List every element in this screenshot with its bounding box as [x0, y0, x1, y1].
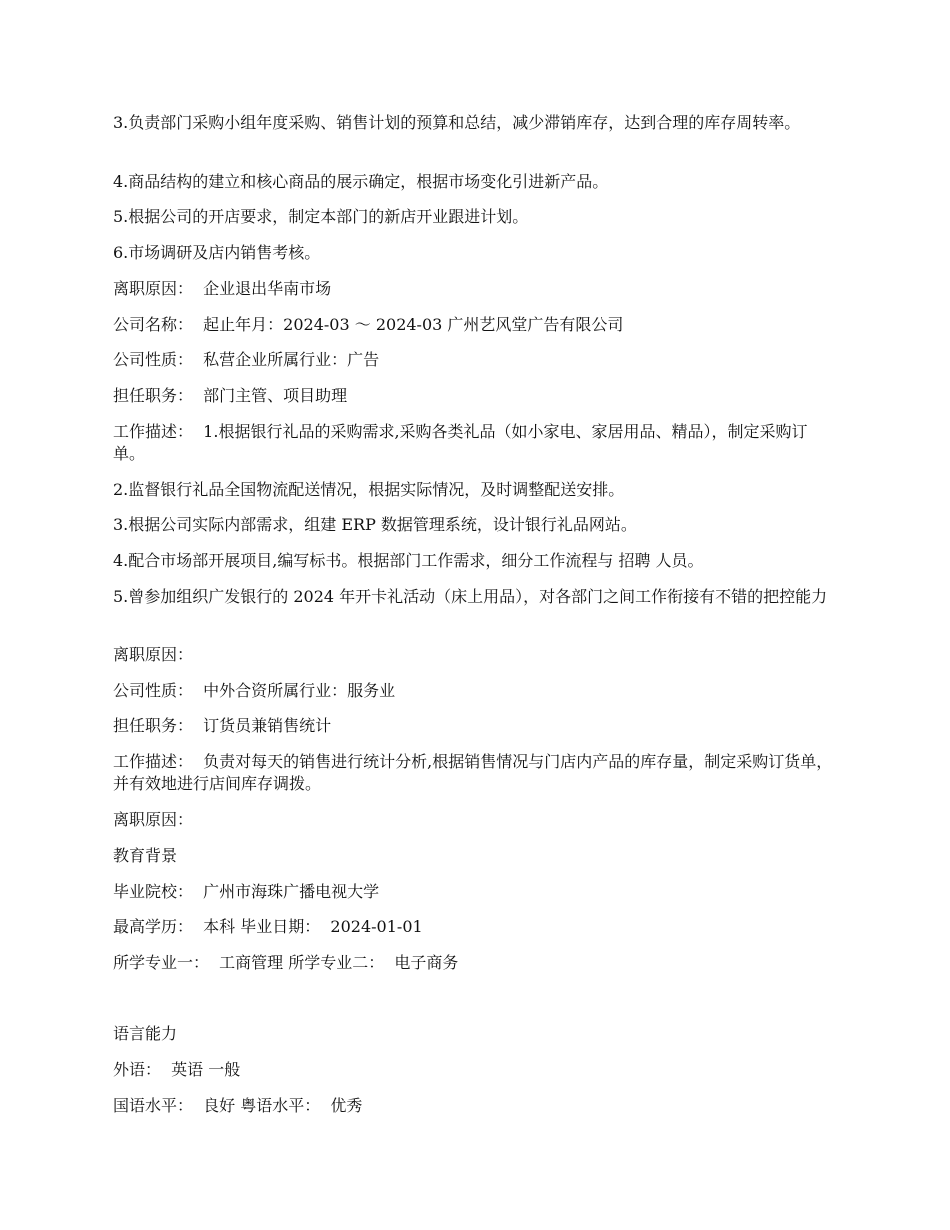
- duty-5-new-store-plan: 5.根据公司的开店要求，制定本部门的新店开业跟进计划。: [113, 207, 529, 226]
- position-3: 担任职务： 订货员兼销售统计: [113, 716, 332, 735]
- duty-3-purchase-plan: 3.负责部门采购小组年度采购、销售计划的预算和总结，减少滞销库存，达到合理的库存周转率。: [113, 113, 801, 132]
- duty-4-bidding: 4.配合市场部开展项目,编写标书。根据部门工作需求，细分工作流程与 招聘 人员。: [113, 551, 704, 570]
- graduation-school: 毕业院校： 广州市海珠广播电视大学: [113, 882, 380, 901]
- company-type-2: 公司性质： 私营企业所属行业：广告: [113, 350, 380, 369]
- highest-degree: 最高学历： 本科 毕业日期： 2024-01-01: [113, 917, 423, 936]
- leave-reason-2: 离职原因：: [113, 645, 194, 664]
- duty-5-card-event: 5.曾参加组织广发银行的 2024 年开卡礼活动（床上用品），对各部门之间工作衔接有不错的把控能力: [113, 587, 828, 606]
- duty-4-product-structure: 4.商品结构的建立和核心商品的展示确定，根据市场变化引进新产品。: [113, 172, 609, 191]
- company-name-2: 公司名称： 起止年月：2024-03 ～ 2024-03 广州艺风堂广告有限公司: [113, 315, 624, 334]
- leave-reason-3: 离职原因：: [113, 810, 194, 829]
- leave-reason-1: 离职原因： 企业退出华南市场: [113, 279, 332, 298]
- language-heading: 语言能力: [113, 1024, 178, 1043]
- duty-3-erp: 3.根据公司实际内部需求，组建 ERP 数据管理系统，设计银行礼品网站。: [113, 515, 637, 534]
- duty-6-market-research: 6.市场调研及店内销售考核。: [113, 243, 321, 262]
- position-2: 担任职务： 部门主管、项目助理: [113, 386, 348, 405]
- duty-2-logistics: 2.监督银行礼品全国物流配送情况，根据实际情况，及时调整配送安排。: [113, 480, 625, 499]
- mandarin-cantonese-level: 国语水平： 良好 粤语水平： 优秀: [113, 1096, 363, 1115]
- education-heading: 教育背景: [113, 846, 178, 865]
- job-description-3: 工作描述： 负责对每天的销售进行统计分析,根据销售情况与门店内产品的库存量，制定采购订货单，并有效地进行店间库存调拨。: [113, 752, 833, 793]
- company-type-3: 公司性质： 中外合资所属行业：服务业: [113, 681, 396, 700]
- job-description-2: 工作描述： 1.根据银行礼品的采购需求,采购各类礼品（如小家电、家居用品、精品），制定采购订单。: [113, 422, 808, 463]
- majors: 所学专业一： 工商管理 所学专业二： 电子商务: [113, 953, 459, 972]
- foreign-language: 外语： 英语 一般: [113, 1060, 241, 1079]
